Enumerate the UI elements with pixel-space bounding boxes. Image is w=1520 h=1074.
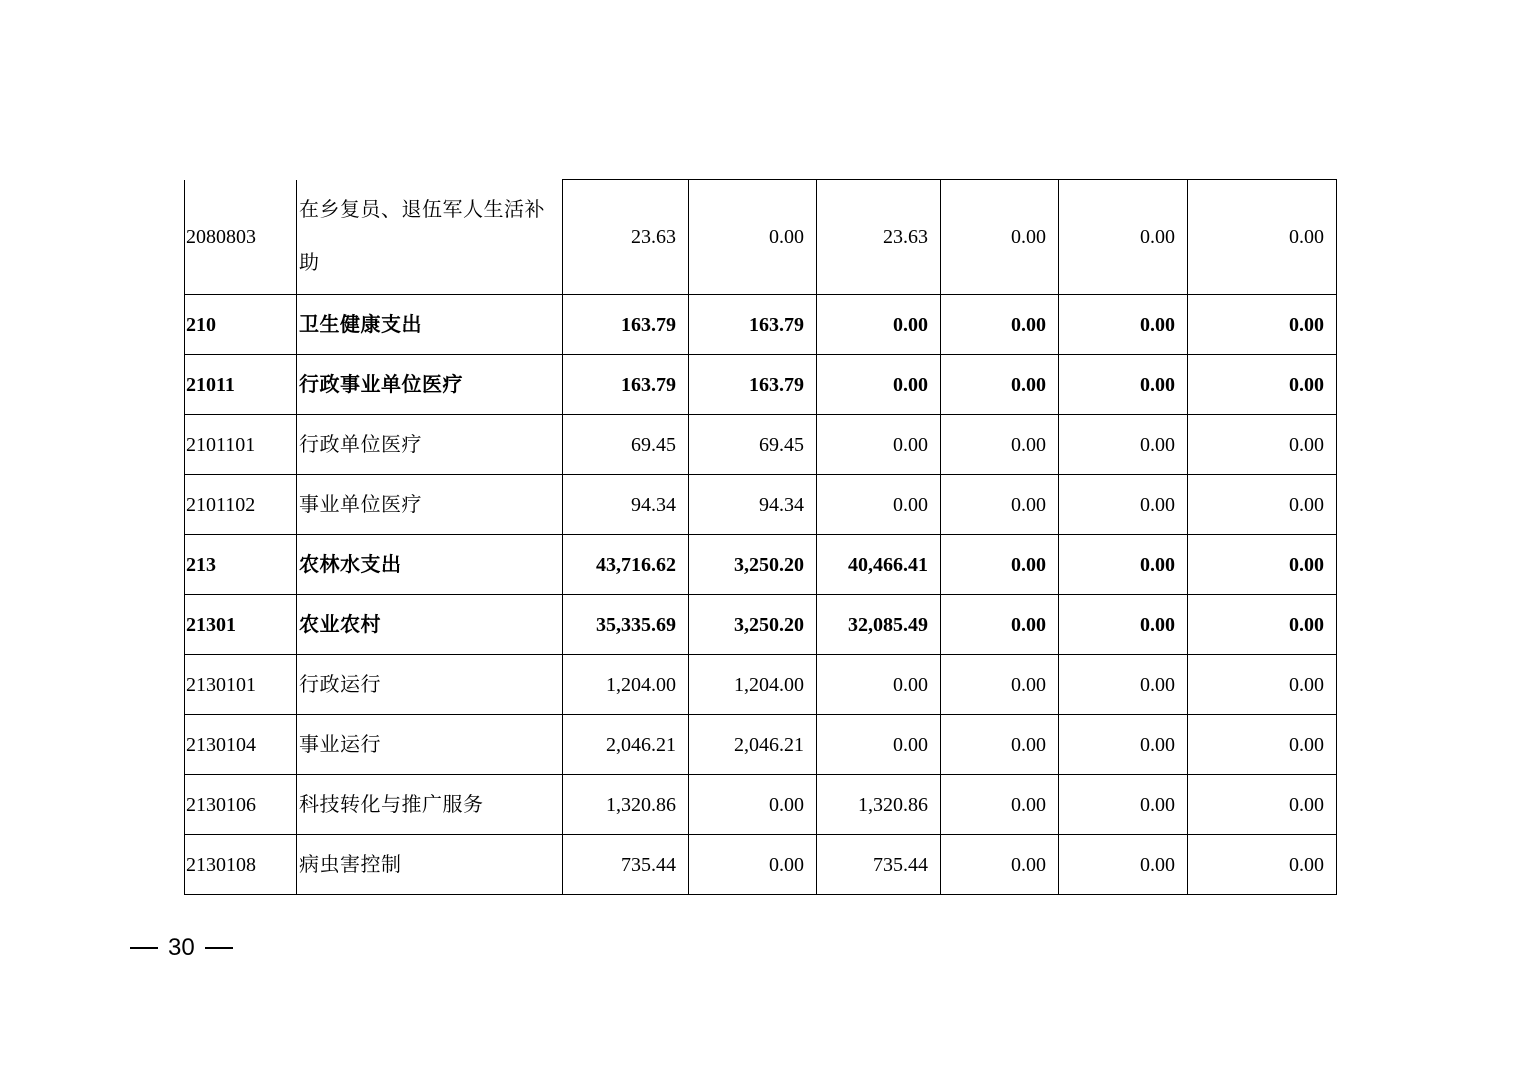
amount-cell: 2,046.21 (563, 715, 689, 775)
amount-cell: 0.00 (1188, 715, 1337, 775)
item-code: 210 (185, 295, 297, 355)
amount-cell: 0.00 (941, 415, 1059, 475)
amount-cell: 0.00 (689, 180, 817, 295)
amount-cell: 735.44 (563, 835, 689, 895)
item-name: 农业农村 (297, 595, 563, 655)
item-code: 2130108 (185, 835, 297, 895)
amount-cell: 0.00 (1059, 655, 1188, 715)
amount-cell: 0.00 (1188, 295, 1337, 355)
amount-cell: 0.00 (817, 715, 941, 775)
table-row (185, 415, 1337, 475)
amount-cell: 0.00 (1059, 595, 1188, 655)
table-row (185, 775, 1337, 835)
table-row (185, 715, 1337, 775)
amount-cell: 0.00 (1059, 295, 1188, 355)
item-name: 行政单位医疗 (297, 415, 563, 475)
amount-cell: 163.79 (689, 295, 817, 355)
table-row (185, 180, 1337, 295)
amount-cell: 23.63 (563, 180, 689, 295)
amount-cell: 69.45 (689, 415, 817, 475)
item-name: 病虫害控制 (297, 835, 563, 895)
amount-cell: 0.00 (1188, 475, 1337, 535)
dash-left (130, 947, 158, 949)
amount-cell: 0.00 (1059, 415, 1188, 475)
amount-cell: 94.34 (563, 475, 689, 535)
amount-cell: 1,320.86 (817, 775, 941, 835)
amount-cell: 0.00 (941, 355, 1059, 415)
amount-cell: 0.00 (1059, 180, 1188, 295)
amount-cell: 0.00 (941, 595, 1059, 655)
amount-cell: 40,466.41 (817, 535, 941, 595)
amount-cell: 735.44 (817, 835, 941, 895)
amount-cell: 35,335.69 (563, 595, 689, 655)
item-code: 21301 (185, 595, 297, 655)
budget-table (184, 179, 1337, 895)
amount-cell: 2,046.21 (689, 715, 817, 775)
amount-cell: 163.79 (563, 295, 689, 355)
page-number (130, 928, 233, 968)
amount-cell: 0.00 (1188, 775, 1337, 835)
amount-cell: 0.00 (941, 655, 1059, 715)
amount-cell: 0.00 (1059, 475, 1188, 535)
amount-cell: 0.00 (1188, 415, 1337, 475)
amount-cell: 0.00 (817, 475, 941, 535)
item-name: 在乡复员、退伍军人生活补助 (297, 180, 563, 295)
table-row (185, 535, 1337, 595)
amount-cell: 0.00 (941, 715, 1059, 775)
amount-cell: 163.79 (689, 355, 817, 415)
dash-right (205, 947, 233, 949)
amount-cell: 0.00 (941, 835, 1059, 895)
amount-cell: 23.63 (817, 180, 941, 295)
amount-cell: 0.00 (1188, 655, 1337, 715)
item-code: 2130104 (185, 715, 297, 775)
page-number-text: 30 (168, 934, 195, 961)
item-name: 农林水支出 (297, 535, 563, 595)
table-row (185, 295, 1337, 355)
item-code: 2101102 (185, 475, 297, 535)
amount-cell: 0.00 (1059, 535, 1188, 595)
item-name: 行政事业单位医疗 (297, 355, 563, 415)
amount-cell: 0.00 (1059, 715, 1188, 775)
item-code: 2080803 (185, 180, 297, 295)
amount-cell: 32,085.49 (817, 595, 941, 655)
item-code: 21011 (185, 355, 297, 415)
table-row (185, 355, 1337, 415)
amount-cell: 0.00 (1188, 835, 1337, 895)
item-name: 行政运行 (297, 655, 563, 715)
amount-cell: 163.79 (563, 355, 689, 415)
table-row (185, 475, 1337, 535)
amount-cell: 0.00 (689, 775, 817, 835)
amount-cell: 0.00 (1059, 835, 1188, 895)
table-row (185, 835, 1337, 895)
amount-cell: 0.00 (689, 835, 817, 895)
amount-cell: 0.00 (1188, 355, 1337, 415)
item-name: 卫生健康支出 (297, 295, 563, 355)
amount-cell: 0.00 (941, 475, 1059, 535)
amount-cell: 69.45 (563, 415, 689, 475)
amount-cell: 0.00 (1059, 775, 1188, 835)
amount-cell: 1,204.00 (689, 655, 817, 715)
item-code: 2101101 (185, 415, 297, 475)
amount-cell: 0.00 (817, 355, 941, 415)
amount-cell: 1,204.00 (563, 655, 689, 715)
amount-cell: 0.00 (817, 655, 941, 715)
item-code: 2130101 (185, 655, 297, 715)
table-row (185, 595, 1337, 655)
amount-cell: 0.00 (1188, 535, 1337, 595)
amount-cell: 0.00 (941, 535, 1059, 595)
amount-cell: 3,250.20 (689, 595, 817, 655)
amount-cell: 0.00 (1188, 595, 1337, 655)
amount-cell: 0.00 (941, 180, 1059, 295)
amount-cell: 3,250.20 (689, 535, 817, 595)
amount-cell: 0.00 (1059, 355, 1188, 415)
item-name: 事业单位医疗 (297, 475, 563, 535)
amount-cell: 0.00 (817, 295, 941, 355)
amount-cell: 0.00 (941, 295, 1059, 355)
item-name: 事业运行 (297, 715, 563, 775)
amount-cell: 94.34 (689, 475, 817, 535)
amount-cell: 0.00 (941, 775, 1059, 835)
table-row (185, 655, 1337, 715)
amount-cell: 0.00 (817, 415, 941, 475)
item-code: 2130106 (185, 775, 297, 835)
item-code: 213 (185, 535, 297, 595)
amount-cell: 0.00 (1188, 180, 1337, 295)
amount-cell: 1,320.86 (563, 775, 689, 835)
amount-cell: 43,716.62 (563, 535, 689, 595)
item-name: 科技转化与推广服务 (297, 775, 563, 835)
